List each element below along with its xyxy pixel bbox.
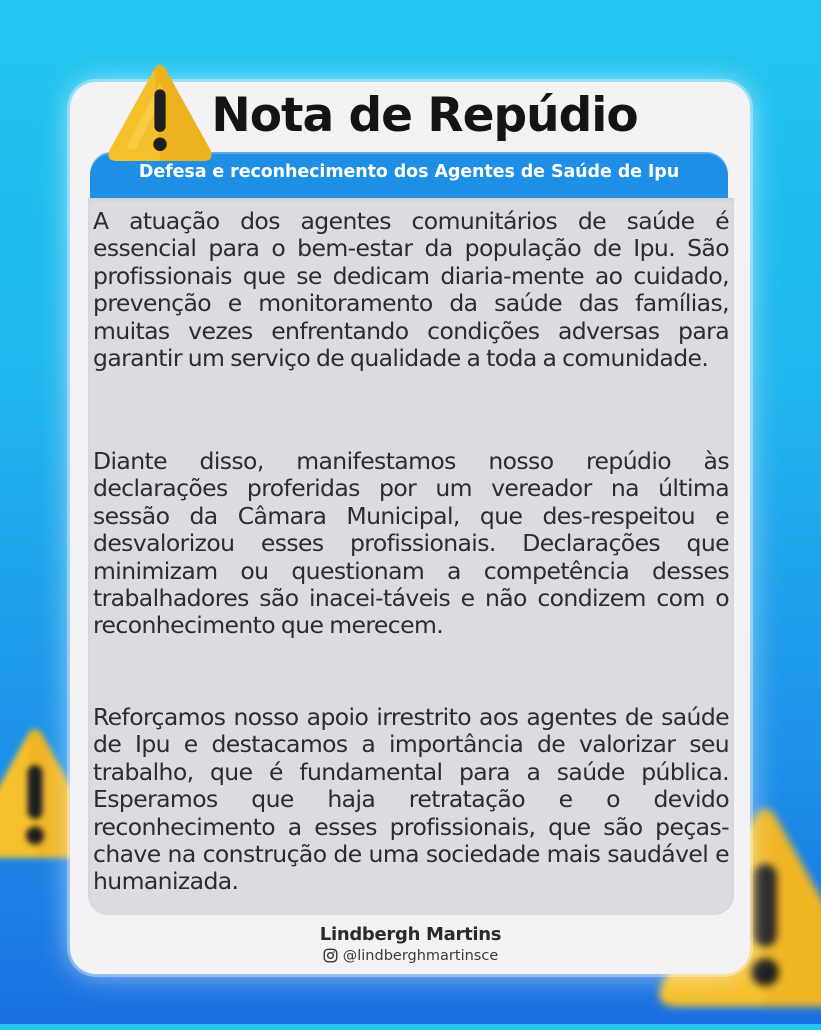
author-name: Lindbergh Martins (319, 924, 502, 945)
social-handle-row (0, 948, 821, 964)
page-title: Nota de Repúdio (211, 88, 638, 143)
paragraph-3: Reforçamos nosso apoio irrestrito aos agentes de saúde de Ipu e destacamos a importância de valorizar seu trabalho, que é fundamental para a saúde pública. Esperamos que haja retratação e o devido reconhecimento a esses profissionais, que são peças-chave na construção de uma sociedade mais saudável e humanizada. (93, 703, 729, 896)
instagram-icon (323, 948, 338, 963)
subtitle: Defesa e reconhecimento dos Agentes de Saúde de Ipu (138, 162, 680, 182)
social-handle: @lindberghmartinsce (342, 948, 499, 964)
paragraph-2: Diante disso, manifestamos nosso repúdio às declarações proferidas por um vereador na última sessão da Câmara Municipal, que des-respeitou e desvalorizou esses profissionais. Declarações que minimizam ou questionam a competência desses trabalhadores são inacei-táveis e não condizem com o reconhecimento que merecem. (93, 447, 729, 640)
paragraph-1: A atuação dos agentes comunitários de saúde é essencial para o bem-estar da população de Ipu. São profissionais que se dedicam diaria-mente ao cuidado, prevenção e monitoramento da saúde das famílias, muitas vezes enfrentando condições adversas para garantir um serviço de qualidade a toda a comunidade. (93, 207, 729, 373)
